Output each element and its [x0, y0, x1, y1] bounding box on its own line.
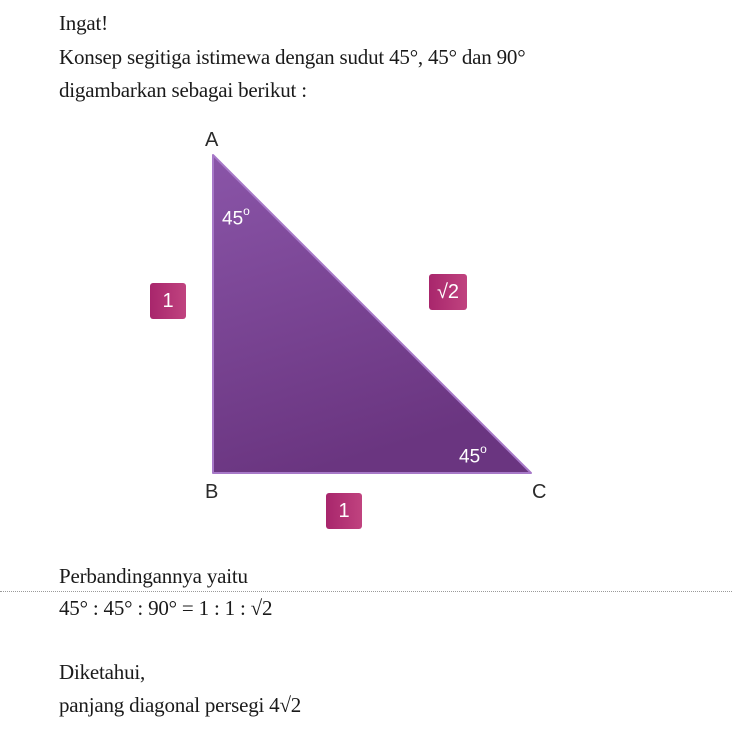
angle-c-label: 45$^o$ — [459, 442, 487, 468]
angle-a-label: 45$^o$ — [222, 204, 250, 230]
description-line: digambarkan sebagai berikut : — [59, 78, 307, 102]
given-label: Diketahui, — [59, 660, 146, 684]
ratio-equation: 45° : 45° : 90° = 1 : 1 : √2 — [59, 596, 273, 620]
vertex-b-label: B — [205, 481, 219, 503]
ratio-label: Perbandingannya yaitu — [59, 564, 248, 588]
note-title: Ingat! — [59, 11, 108, 35]
concept-line: Konsep segitiga istimewa dengan sudut 45°, 45° dan 90° — [59, 45, 526, 69]
side-ab-badge: 1 — [150, 283, 186, 319]
side-ac-badge: √2 — [429, 274, 467, 310]
vertex-c-label: C — [532, 481, 547, 503]
dotted-divider — [0, 591, 732, 592]
given-statement: panjang diagonal persegi 4√2 — [59, 693, 302, 717]
side-bc-badge: 1 — [326, 493, 362, 529]
vertex-a-label: A — [205, 129, 219, 151]
